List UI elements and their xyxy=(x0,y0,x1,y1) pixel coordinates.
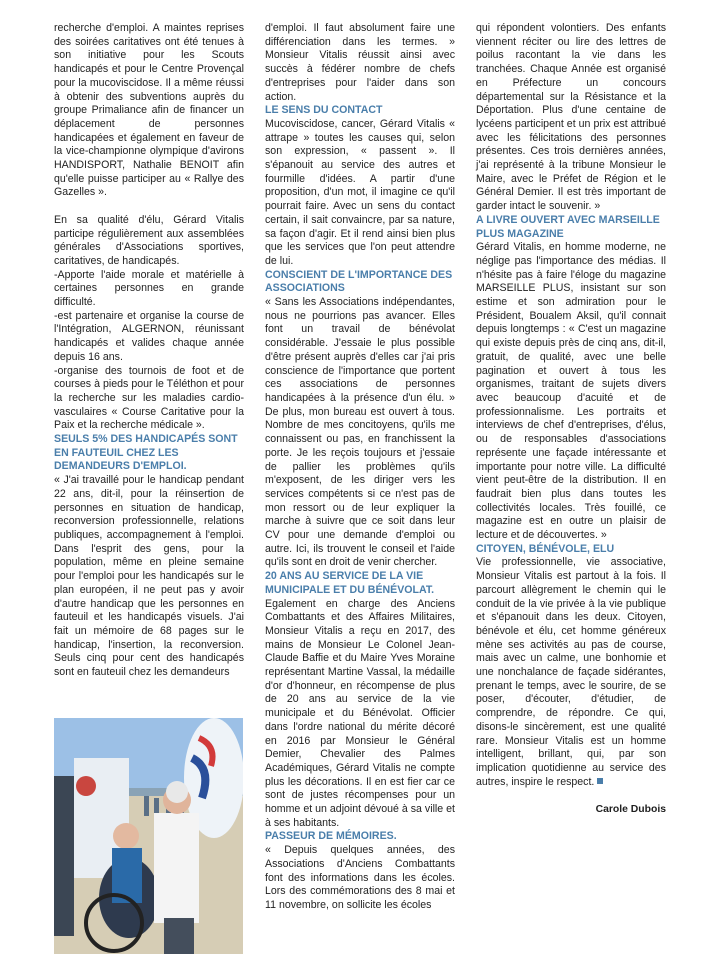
paragraph: d'emploi. Il faut absolument faire une différenciation dans les termes. » Monsieur Vitalis réussit ainsi avec succès à fédérer nombre de chefs d'entreprises pour l'aider dans son action. xyxy=(265,22,455,103)
section-heading: SEULS 5% DES HANDICAPÉS SONT EN FAUTEUIL CHEZ LES DEMANDEURS D'EMPLOI. xyxy=(54,433,238,473)
section-heading: LE SENS DU CONTACT xyxy=(265,104,383,117)
end-mark-icon xyxy=(597,778,603,784)
paragraph: Egalement en charge des Anciens Combattants et des Affaires Militaires, Monsieur Vitalis a reçu en 2017, des mains de Monsieur Le Colonel Jean-Claude Baffie et du Maire Yves Moraine représentant Martine Vassal, la médaille d'or d'honneur, en récompense de plus de 20 ans au service de la vie municipale et du Bénévolat. Officier dans l'ordre national du mérite décoré en 2016 par Monsieur le Général Demier, Chevalier des Palmes Académiques, Gérard Vitalis ne compte plus les décorations. Il en est fier car ce sont de justes récompenses pour un homme et un adjoint dévoué à sa ville et à ses habitants. xyxy=(265,597,455,829)
paragraph: En sa qualité d'élu, Gérard Vitalis participe régulièrement aux assemblées générales d'Associations sportives, caritatives, de handicapés. xyxy=(54,213,244,267)
paragraph: Mucoviscidose, cancer, Gérard Vitalis « attrape » toutes les causes qui, selon son expression, « passent ». Il s'épanouit au service des autres et fourmille d'idées. A partir d'une proposition, d'un mot, il imagine ce qu'il pourrait faire. Avec un sens du contact certain, il sait convaincre, par sa nature, sa façon d'agir. Et il rend ainsi bien plus que les services que l'on peut attendre de lui. xyxy=(265,117,455,267)
section-heading: A LIVRE OUVERT AVEC MARSEILLE PLUS MAGAZINE xyxy=(476,213,660,240)
closing-paragraph-text: Vie professionnelle, vie associative, Monsieur Vitalis est partout à la fois. Il parcourt allègrement le chemin qui le conduit de la vie privée à la vie publique et s'épanouit dans les deux. Citoyen, bénévole et élu, cet homme généreux mène ses activités au pas de course, mais avec un calme, une bonhomie et une nonchalance de façade sidérantes, prenant le temps, avec le sourire, de se poser, d'écouter, d'étudier, de comprendre, de répondre. Ce qui, disons-le sincèrement, est une qualité rare. Monsieur Vitalis est un homme intelligent, brillant, qui, par son implication quotidienne au service des autres, inspire le respect. xyxy=(476,556,666,788)
paragraph xyxy=(476,556,666,789)
paragraph: « Depuis quelques années, des Associations d'Anciens Combattants font des informations dans les écoles. Lors des commémorations des 8 mai et 11 novembre, on sollicite les écoles xyxy=(265,844,455,911)
column-left xyxy=(54,22,244,680)
section-heading: PASSEUR DE MÉMOIRES. xyxy=(265,830,397,843)
paragraph: Gérard Vitalis, en homme moderne, ne néglige pas l'importance des médias. Il n'hésite pas à faire l'éloge du magazine MARSEILLE PLUS, insistant sur son estime et son admiration pour le Président, Boualem Aksil, qu'il connait depuis longtemps : « C'est un magazine qui existe depuis près de cinq ans, dit-il, gratuit, de qualité, avec une belle pagination et ouvert à tous les organismes, traitant de sujets divers avec beaucoup d'acuité et de professionnalisme. Les portraits et interviews de chef d'entreprises, d'élus, ou de responsables d'associations représente une façade intéressante et importante pour notre ville. La difficulté vient peut-être de la distribution. Il en faudrait bien plus dans toutes les collectivités locales. Très fouillé, ce magazine est en outre un plaisir de lecture et de découvertes. » xyxy=(476,241,666,542)
column-middle xyxy=(265,22,455,913)
paragraph: « Sans les Associations indépendantes, nous ne pourrions pas avancer. Elles font un travail de bénévolat considérable. J'essaie le plus possible d'être présent auprès d'elles car j'ai pris conscience de l'importance que portent ces associations de personnes handicapées à la présence d'un élu. » De plus, mon bureau est ouvert à tous. Nombre de mes concitoyens, qu'ils me connaissent ou pas, en franchissent la porte. Je les reçois toujours et j'essaie de pallier les problèmes qu'ils m'exposent, de les diriger vers les services compétents si ce n'est pas de mon ressort ou de leur expliquer la marche à suivre que ce soit dans leur CV pour une demande d'emploi ou autre. Ici, ils trouvent le conseil et l'aide qu'ils sont en droit de venir chercher. xyxy=(265,296,455,569)
author-signature: Carole Dubois xyxy=(595,804,666,816)
paragraph: qui répondent volontiers. Des enfants viennent réciter ou lire des lettres de poilus racontant la vie dans les tranchées. Chaque Année est organisé en Préfecture un concours départemental sur la Résistance et la Déportation. Plus d'une centaine de lycéens participent et un prix est attribué avec les félicitations des personnes présentes. Ces trois dernières années, j'ai représenté à la tribune Monsieur le Maire, avec le Préfet de Région et le Général Demier. Il est très important de garder intact le souvenir. » xyxy=(476,22,666,213)
section-heading: CONSCIENT DE L'IMPORTANCE DES ASSOCIATIONS xyxy=(265,268,453,295)
paragraph: -organise des tournois de foot et de courses à pieds pour le Téléthon et pour la recherche sur les maladies cardio-vasculaires « Course Caritative pour la Paix et la recherche médicale ». xyxy=(54,364,244,432)
paragraph: -est partenaire et organise la course de l'Intégration, ALGERNON, réunissant handicapés et valides chaque année depuis 16 ans. xyxy=(54,309,244,363)
paragraph: recherche d'emploi. A maintes reprises des soirées caritatives ont été tenues à son initiative pour les Scouts handicapés et pour le Centre Provençal pour la mucoviscidose. Il a même réussi à obtenir des subventions auprès du groupe Primaliance afin de financer un déplacement de personnes handicapées et également en faveur de la vice-championne olympique d'avirons HANDISPORT, Nathalie BENOIT afin qu'elle puisse participer au « Rallye des Gazelles ». xyxy=(54,22,244,199)
column-right xyxy=(476,22,666,817)
event-photo-illustration xyxy=(54,718,243,954)
paragraph: « J'ai travaillé pour le handicap pendant 22 ans, dit-il, pour la réinsertion de personnes en situation de handicap, reconversion professionnelle, relations publiques, accompagnement à l'emploi. Dans l'esprit des gens, pour la population, même en pleine semaine pour l'emploi pour les handicapés sur le plan européen, il ne peut pas y avoir d'autre handicap que les personnes en fauteuil et les handicapés visuels. J'ai fait un mémoire de 68 pages sur le handicap, l'insertion, la reconversion. Seuls cinq pour cent des handicapés sont en fauteuil chez les demandeurs xyxy=(54,474,244,679)
paragraph: -Apporte l'aide morale et matérielle à certaines personnes en grande difficulté. xyxy=(54,268,244,309)
section-heading: CITOYEN, BÉNÉVOLE, ELU xyxy=(476,542,615,555)
section-heading: 20 ANS AU SERVICE DE LA VIE MUNICIPALE ET DU BÉNÉVOLAT. xyxy=(265,570,435,596)
event-photo xyxy=(54,718,243,954)
